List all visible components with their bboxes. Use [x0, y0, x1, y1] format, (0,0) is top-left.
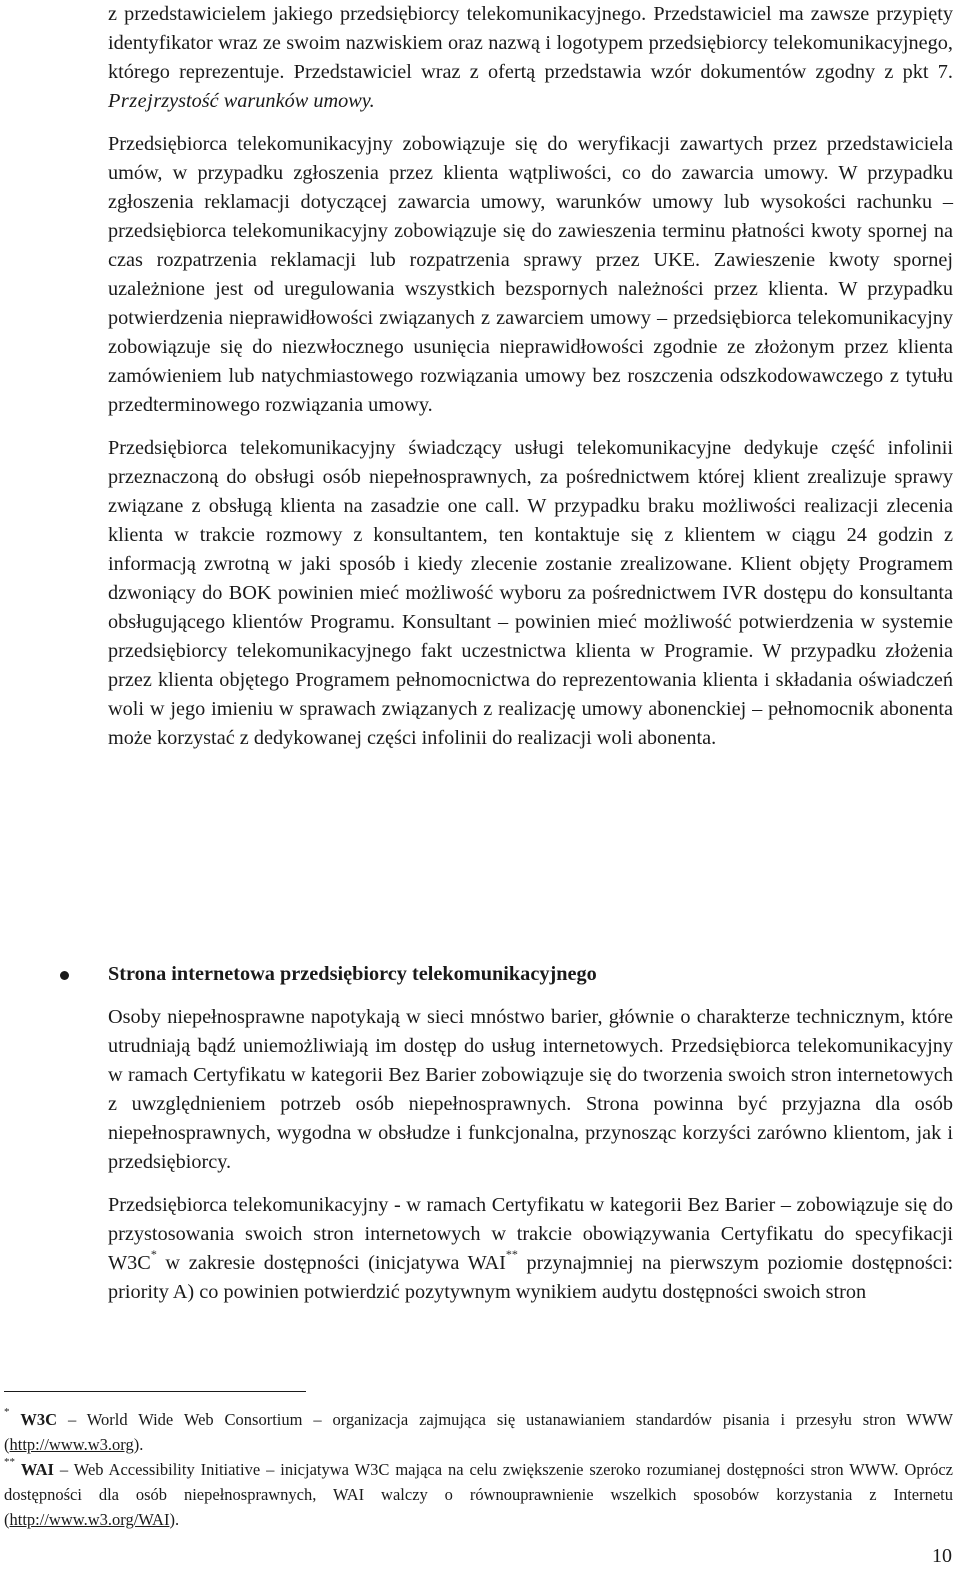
footnotes	[4, 1407, 953, 1532]
footnote-ref-2[interactable]: **	[505, 1247, 518, 1261]
italic-reference: rzystość warunków umowy.	[153, 90, 375, 112]
paragraph-w3c: Przedsiębiorca telekomunikacyjny - w ramach Certyfikatu w kategorii Bez Barier – zobowiązuje się do przystosowania swoich stron internetowych w trakcie obowiązywania Certyfikatu do specyfikacji W3C* w zakresie dostępności (inicjatywa WAI** przynajmniej na pierwszym poziomie dostępności: priority A) co powinien potwierdzić pozytywnym wynikiem audytu dostępności swoich stron	[108, 1194, 953, 1303]
paragraph-infoline: Przedsiębiorca telekomunikacyjny świadczący usługi telekomunikacyjne dedykuje część infolinii przeznaczoną do obsługi osób niepełnosprawnych, za pośrednictwem której klient zrealizuje sprawy związane z obsługą klienta na zasadzie one call. W przypadku braku możliwości realizacji zlecenia klienta w trakcie rozmowy z konsultantem, ten kontaktuje się z klientem w ciągu 24 godzin z informacją zwrotną w jaki sposób i kiedy zlecenie zostanie zrealizowane. Klient objęty Programem dzwoniący do BOK powinien mieć możliwość wyboru za pośrednictwem IVR dostępu do konsultanta obsługującego klientów Programu. Konsultant – powinien mieć możliwość potwierdzenia w systemie przedsiębiorcy telekomunikacyjnego fakt uczestnictwa klienta w Programie. W przypadku złożenia przez klienta objętego Programem pełnomocnictwa do reprezentowania klienta i składania oświadczeń woli w jego imieniu w sprawach związanych z realizację umowy abonenckiej – pełnomocnik abonenta może korzystać z dedykowanej części infolinii do realizacji woli abonenta.	[108, 437, 953, 749]
w3c-link[interactable]: http://www.w3.org	[9, 1435, 134, 1454]
italic-prefix: Przej	[108, 90, 154, 112]
paragraph-barriers: Osoby niepełnosprawne napotykają w sieci mnóstwo barier, głównie o charakterze technicznym, które utrudniają bądź uniemożliwiają im dostęp do usług internetowych. Przedsiębiorca telekomunikacyjny w ramach Certyfikatu w kategorii Bez Barier zobowiązuje się do tworzenia swoich stron internetowych z uwzględnieniem potrzeb osób niepełnosprawnych. Strona powinna być przyjazna dla osób niepełnosprawnych, wygodna w obsłudze i funkcjonalna, przynosząc korzyści zarówno klientom, jak i przedsiębiorcy.	[108, 1006, 953, 1173]
top-text-block	[108, 0, 953, 753]
bullet-icon	[60, 971, 69, 980]
paragraph-text: z przedstawicielem jakiego przedsiębiorcy telekomunikacyjnego. Przedstawiciel ma zawsze przypięty identyfikator wraz ze swoim nazwiskiem oraz nazwą i logotypem przedsiębiorcy telekomunikacyjnego, którego reprezentuje. Przedstawiciel wraz z ofertą przedstawia wzór dokumentów zgodny z pkt 7.	[108, 3, 953, 83]
footnote-wai: ** WAI – Web Accessibility Initiative – inicjatywa W3C mająca na celu zwiększenie szeroko rozumianej dostępności stron WWW. Oprócz dostępności dla osób niepełnosprawnych, WAI walczy o równouprawnienie wszelkich sposobów korzystania z Internetu (http://www.w3.org/WAI).	[4, 1456, 953, 1529]
footnote-divider	[4, 1391, 306, 1392]
wai-link[interactable]: http://www.w3.org/WAI	[9, 1510, 170, 1529]
page-number: 10	[932, 1545, 952, 1567]
footnote-ref-1[interactable]: *	[150, 1247, 157, 1261]
paragraph-verification: Przedsiębiorca telekomunikacyjny zobowiązuje się do weryfikacji zawartych przez przedstawiciela umów, w przypadku zgłoszenia przez klienta wątpliwości, co do zawarcia umowy. W przypadku zgłoszenia reklamacji dotyczącej zawarcia umowy, warunków umowy lub wysokości rachunku – przedsiębiorca telekomunikacyjny zobowiązuje się do zawieszenia terminu płatności kwoty spornej na czas rozpatrzenia reklamacji lub rozpatrzenia sprawy przez UKE. Zawieszenie kwoty spornej uzależnione jest od uregulowania wszystkich bezspornych należności przez klienta. W przypadku potwierdzenia nieprawidłowości związanych z zawarciem umowy – przedsiębiorca telekomunikacyjny zobowiązuje się do niezwłocznego usunięcia nieprawidłowości zgodnie ze złożonym przez klienta zamówieniem lub natychmiastowego rozwiązania umowy bez roszczenia odszkodowawczego z tytułu przedterminowego rozwiązania umowy.	[108, 133, 953, 416]
footnote-w3c: * W3C – World Wide Web Consortium – organizacja zajmująca się ustanawianiem standardów pisania i przesyłu stron WWW (http://www.w3.org).	[4, 1406, 954, 1454]
paragraph-representative	[108, 0, 953, 116]
section-text-block	[108, 1003, 953, 1307]
section-heading: Strona internetowa przedsiębiorcy telekomunikacyjnego	[108, 963, 597, 985]
